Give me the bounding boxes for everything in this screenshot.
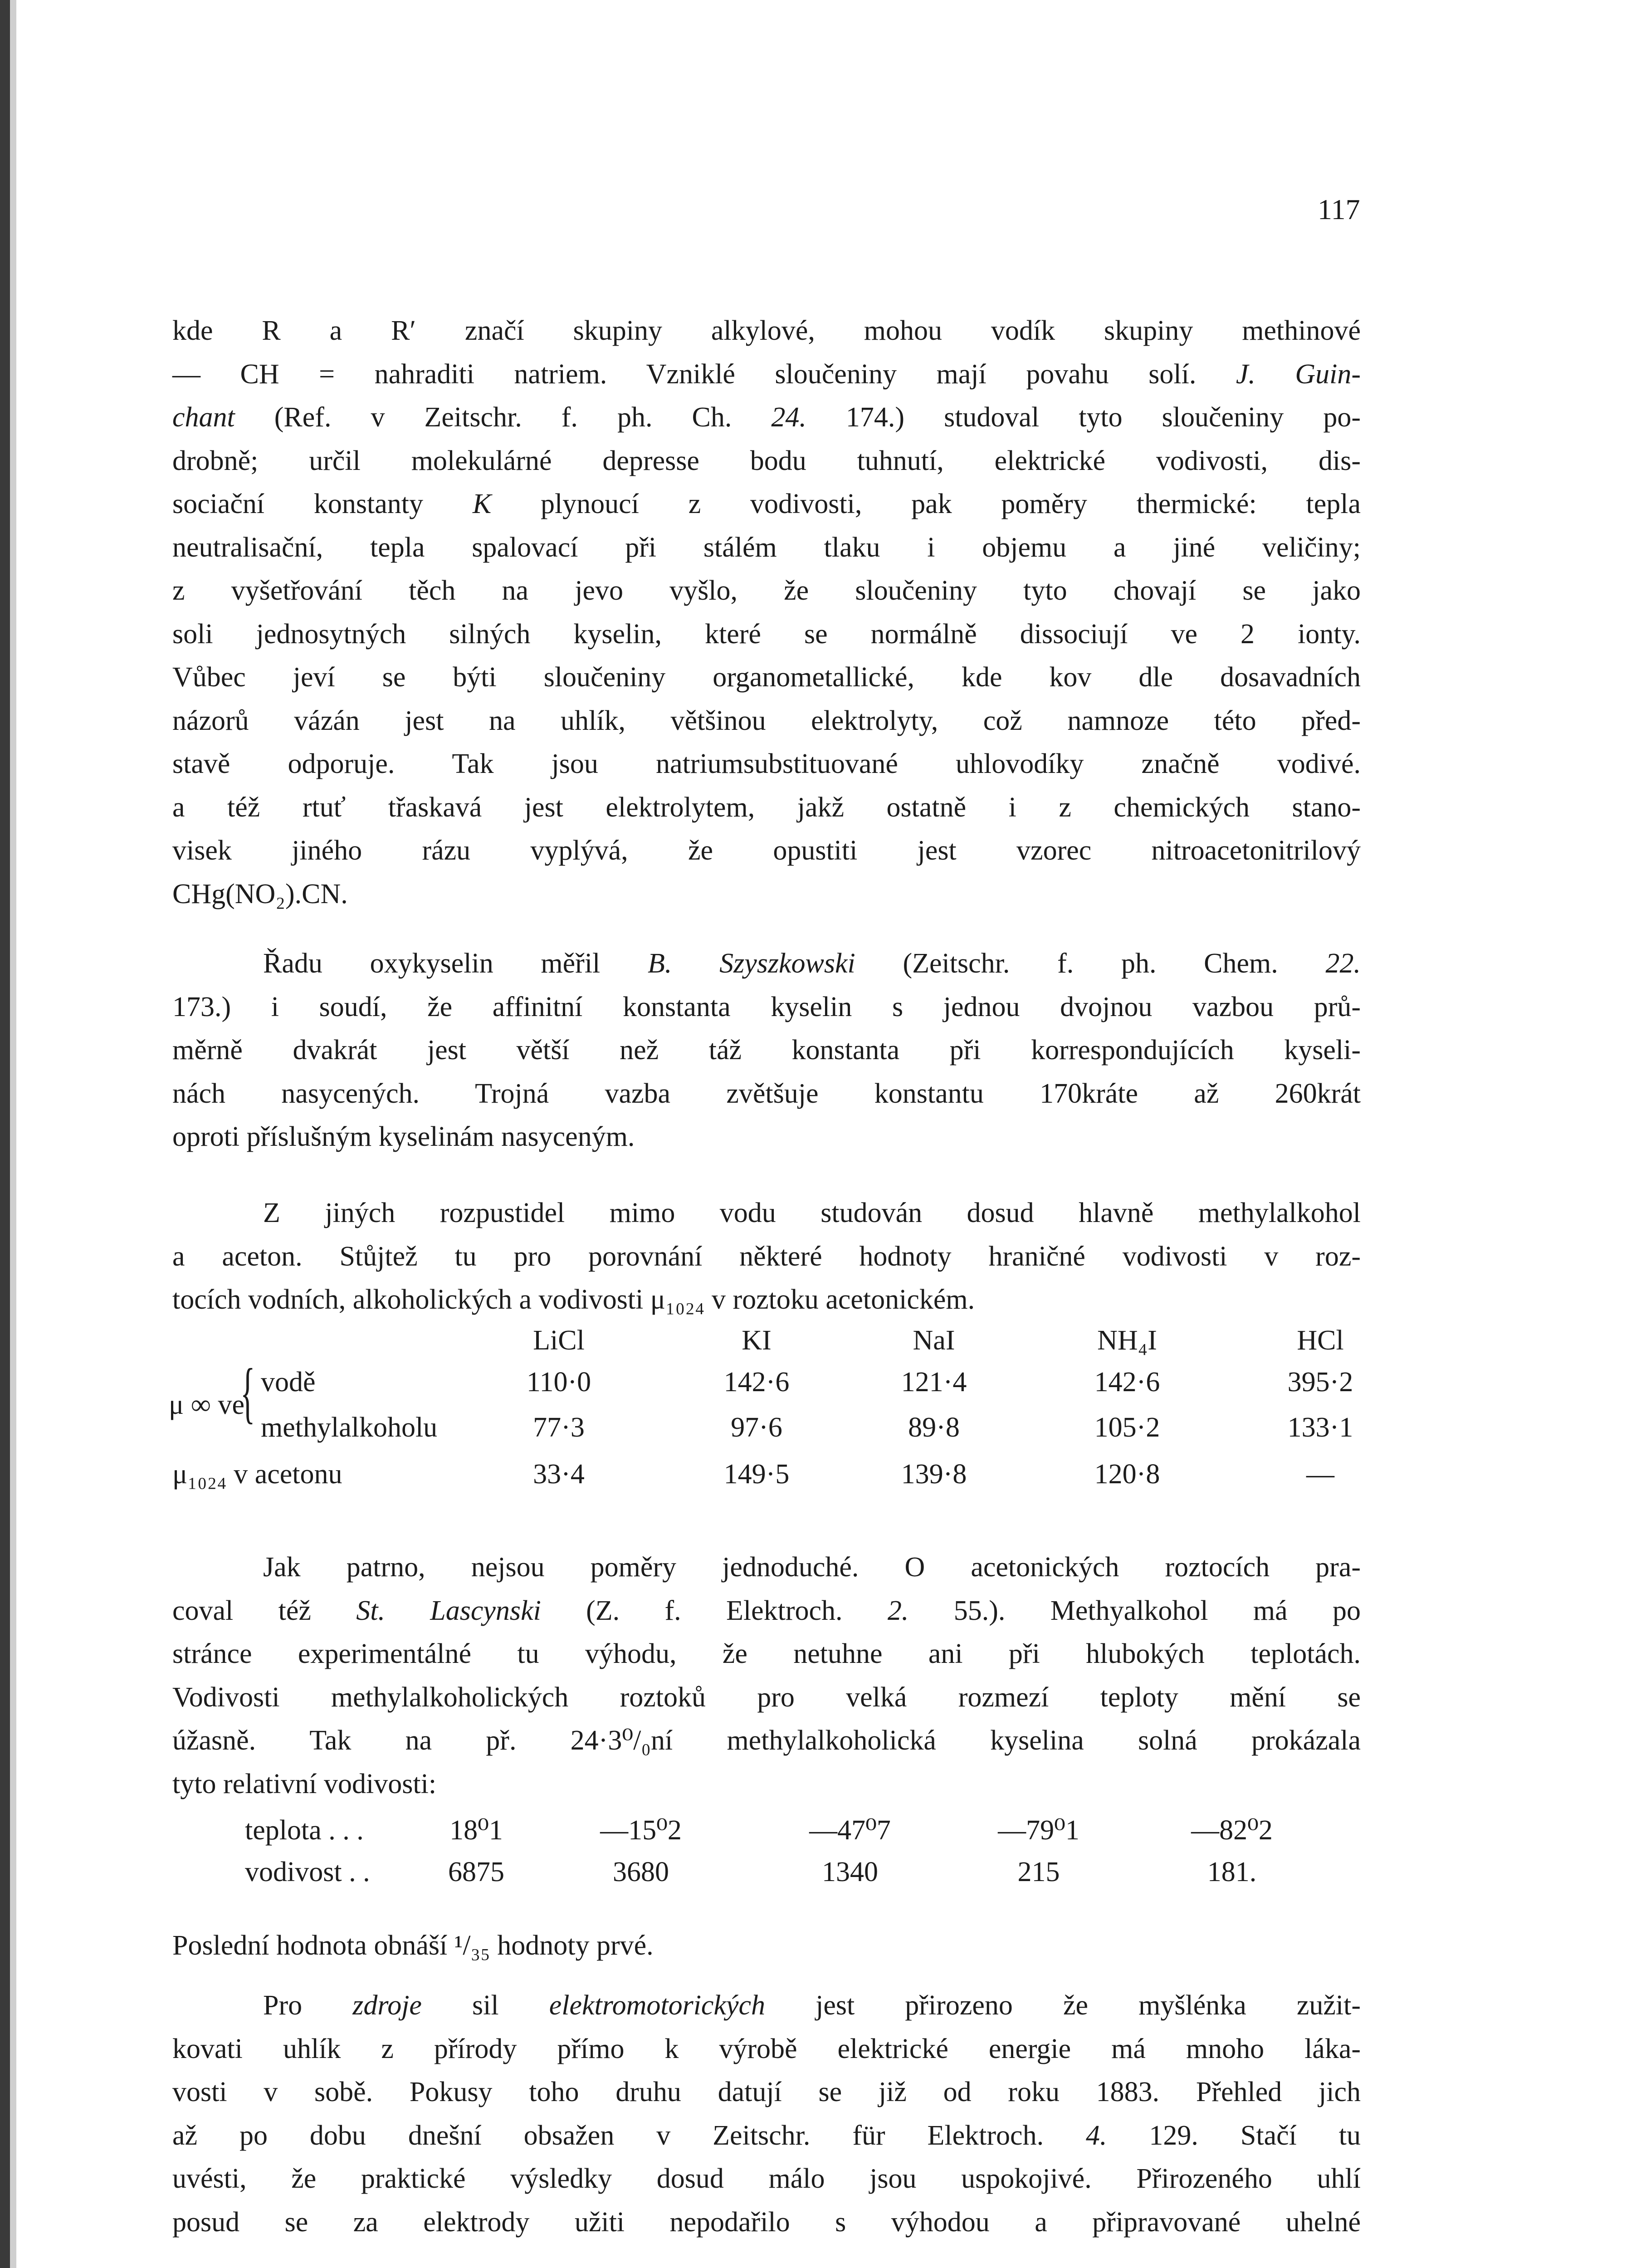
table-cell: 3680	[613, 1857, 669, 1887]
text-line	[172, 1278, 1361, 1322]
row-label: vodivost . .	[245, 1857, 370, 1887]
text-line	[172, 1763, 1361, 1806]
table-cell: 105·2	[1094, 1412, 1160, 1443]
table-header: HCl	[1297, 1325, 1344, 1356]
text-span: (Zeitschr. f. ph. Chem.	[855, 948, 1326, 979]
text-span: coval též	[172, 1595, 357, 1626]
text-line	[172, 1719, 1361, 1763]
row-label: teplota . . .	[245, 1815, 364, 1846]
text-span: 174.) studoval tyto sloučeniny po-	[806, 402, 1361, 433]
text-span: kovati uhlík z přírody přímo k výrobě elektrické energie má mnoho láka-	[172, 2033, 1361, 2064]
italic-text: 22.	[1325, 948, 1361, 979]
table-header: LiCl	[533, 1325, 585, 1356]
table-cell: 97·6	[731, 1412, 782, 1443]
text-line	[172, 1984, 1361, 2028]
table-cell: —82⁰2	[1191, 1815, 1273, 1846]
paragraph	[172, 309, 1361, 916]
text-span: sociační konstanty	[172, 489, 473, 519]
table-cell: 121·4	[901, 1367, 967, 1398]
table-cell: 142·6	[723, 1367, 790, 1398]
table-cell: —79⁰1	[998, 1815, 1079, 1846]
scan-border-shadow	[10, 0, 16, 2268]
text-line	[172, 483, 1361, 526]
italic-text: St. Lascynski	[356, 1595, 541, 1626]
italic-text: zdroje	[352, 1990, 422, 2021]
text-span: drobně; určil molekulárné depresse bodu tuhnutí, elektrické vodivosti, dis-	[172, 445, 1361, 476]
text-line	[172, 656, 1361, 699]
text-span: Vodivosti methylalkoholických roztoků pro velká rozmezí teploty mění se	[172, 1681, 1361, 1713]
row-group-label: μ ∞ ve	[169, 1389, 244, 1420]
text-line	[172, 1589, 1361, 1633]
text-span: tocích vodních, alkoholických a vodivosti μ₁₀₂₄ v roztoku acetonickém.	[172, 1284, 975, 1315]
paragraph	[172, 1924, 1361, 1968]
italic-text: 24.	[771, 402, 806, 433]
text-line	[172, 2201, 1361, 2244]
text-line	[172, 1676, 1361, 1720]
italic-text: J. Guin-	[1236, 358, 1361, 390]
text-span: Pro	[263, 1990, 353, 2021]
italic-text: K	[472, 489, 492, 519]
text-line	[172, 2071, 1361, 2114]
text-span: tyto relativní vodivosti:	[172, 1768, 437, 1799]
text-span: (Z. f. Elektroch.	[541, 1595, 888, 1626]
text-line	[172, 743, 1361, 786]
text-span: kde R a R′ značí skupiny alkylové, mohou vodík skupiny methinové	[172, 315, 1361, 346]
text-line	[172, 786, 1361, 830]
text-span: Řadu oxykyselin měřil	[263, 948, 648, 979]
row-label: μ₁₀₂₄ v acetonu	[172, 1459, 342, 1490]
text-span: měrně dvakrát jest větší než táž konstanta při korrespondujících kyseli-	[172, 1035, 1361, 1066]
text-line	[172, 2028, 1361, 2071]
text-line	[172, 569, 1361, 613]
text-line	[172, 829, 1361, 873]
text-line	[172, 699, 1361, 743]
text-line	[172, 396, 1361, 440]
text-span: (Ref. v Zeitschr. f. ph. Ch.	[234, 402, 772, 433]
table-cell: 6875	[448, 1857, 504, 1887]
text-line	[172, 986, 1361, 1029]
text-span: 55.). Methyalkohol má po	[908, 1595, 1361, 1626]
row-label: vodě	[261, 1367, 316, 1398]
paragraph	[172, 942, 1361, 1159]
italic-text: 2.	[887, 1595, 909, 1626]
text-line	[172, 309, 1361, 353]
table-cell: 33·4	[533, 1459, 585, 1490]
text-span: vosti v sobě. Pokusy toho druhu datují se již od roku 1883. Přehled jich	[172, 2077, 1361, 2107]
italic-text: chant	[172, 402, 235, 433]
text-span: nách nasycených. Trojná vazba zvětšuje konstantu 170kráte až 260krát	[172, 1078, 1361, 1109]
text-span: 129. Stačí tu	[1107, 2120, 1361, 2151]
text-line	[172, 2157, 1361, 2201]
text-span: jest přirozeno že myšlénka zužit-	[765, 1990, 1361, 2021]
table-cell: 139·8	[901, 1459, 967, 1490]
text-span: — CH = nahraditi natriem. Vzniklé sloučeniny mají povahu solí.	[172, 358, 1236, 390]
page-number: 117	[1318, 193, 1360, 225]
table-cell: 89·8	[908, 1412, 960, 1443]
text-span: názorů vázán jest na uhlík, většinou elektrolyty, což namnoze této před-	[172, 705, 1361, 736]
table-cell: 133·1	[1287, 1412, 1353, 1443]
paragraph	[172, 1984, 1361, 2244]
text-span: Jak patrno, nejsou poměry jednoduché. O acetonických roztocích pra-	[263, 1552, 1361, 1583]
text-span: plynoucí z vodivosti, pak poměry thermické: tepla	[491, 489, 1361, 519]
row-label: methylalkoholu	[261, 1412, 438, 1443]
text-span: sil	[421, 1990, 549, 2021]
text-span: až po dobu dnešní obsažen v Zeitschr. für Elektroch.	[172, 2120, 1086, 2151]
text-line	[172, 526, 1361, 570]
text-line	[172, 1115, 1361, 1159]
text-line	[172, 613, 1361, 656]
table-cell: —47⁰7	[809, 1815, 891, 1846]
italic-text: B. Szyszkowski	[648, 948, 855, 979]
italic-text: elektromotorických	[549, 1990, 765, 2021]
table-cell: —	[1306, 1459, 1334, 1490]
text-line	[172, 440, 1361, 483]
table-cell: 149·5	[723, 1459, 790, 1490]
text-span: z vyšetřování těch na jevo vyšlo, že sloučeniny tyto chovají se jako	[172, 575, 1361, 606]
table-header: NaI	[913, 1325, 955, 1356]
text-span: Z jiných rozpustidel mimo vodu studován dosud hlavně methylalkohol	[263, 1198, 1361, 1228]
text-line	[172, 942, 1361, 986]
text-span: Vůbec jeví se býti sloučeniny organometallické, kde kov dle dosavadních	[172, 662, 1361, 693]
text-span: 173.) i soudí, že affinitní konstanta kyselin s jednou dvojnou vazbou prů-	[172, 991, 1361, 1022]
table-cell: 77·3	[533, 1412, 585, 1443]
text-span: neutralisační, tepla spalovací při stálém tlaku i objemu a jiné veličiny;	[172, 532, 1361, 563]
text-span: uvésti, že praktické výsledky dosud málo jsou uspokojivé. Přirozeného uhlí	[172, 2163, 1361, 2194]
paragraph	[172, 1546, 1361, 1806]
table-cell: —15⁰2	[600, 1815, 682, 1846]
italic-text: 4.	[1086, 2120, 1107, 2151]
table-cell: 120·8	[1094, 1459, 1160, 1490]
text-span: a též rtuť třaskavá jest elektrolytem, jakž ostatně i z chemických stano-	[172, 792, 1361, 823]
text-line	[172, 1235, 1361, 1279]
text-span: stránce experimentálné tu výhodu, že netuhne ani při hlubokých teplotách.	[172, 1638, 1361, 1669]
text-span: posud se za elektrody užiti nepodařilo s výhodou a připravované uhelné	[172, 2206, 1361, 2238]
text-line	[172, 1546, 1361, 1589]
table-cell: 181.	[1207, 1857, 1257, 1887]
text-line	[172, 1192, 1361, 1235]
table-header: NH₄I	[1097, 1325, 1157, 1356]
brace-symbol: {	[240, 1355, 255, 1430]
text-span: visek jiného rázu vyplývá, že opustiti jest vzorec nitroacetonitrilový	[172, 835, 1361, 866]
text-span: oproti příslušným kyselinám nasyceným.	[172, 1121, 635, 1152]
text-span: úžasně. Tak na př. 24·3⁰/₀ní methylalkoholická kyselina solná prokázala	[172, 1725, 1361, 1756]
text-span: stavě odporuje. Tak jsou natriumsubstituované uhlovodíky značně vodivé.	[172, 748, 1361, 779]
text-line	[172, 353, 1361, 396]
text-span: CHg(NO₂).CN.	[172, 878, 348, 909]
text-line	[172, 1072, 1361, 1116]
text-line	[172, 2114, 1361, 2158]
text-span: soli jednosytných silných kyselin, které se normálně dissociují ve 2 ionty.	[172, 618, 1361, 650]
text-span: a aceton. Stůjtež tu pro porovnání některé hodnoty hraničné vodivosti v roz-	[172, 1241, 1361, 1272]
table-cell: 215	[1017, 1857, 1060, 1887]
text-span: Poslední hodnota obnáší ¹/₃₅ hodnoty prvé.	[172, 1930, 654, 1961]
text-line	[172, 1924, 1361, 1968]
text-line	[172, 1029, 1361, 1072]
text-line	[172, 873, 1361, 916]
table-cell: 395·2	[1287, 1367, 1353, 1398]
table-cell: 142·6	[1094, 1367, 1160, 1398]
table-cell: 18⁰1	[449, 1815, 503, 1846]
scan-border	[0, 0, 10, 2268]
table-header: KI	[742, 1325, 772, 1356]
table-cell: 1340	[822, 1857, 878, 1887]
table-cell: 110·0	[526, 1367, 591, 1398]
paragraph	[172, 1192, 1361, 1322]
text-line	[172, 1633, 1361, 1676]
